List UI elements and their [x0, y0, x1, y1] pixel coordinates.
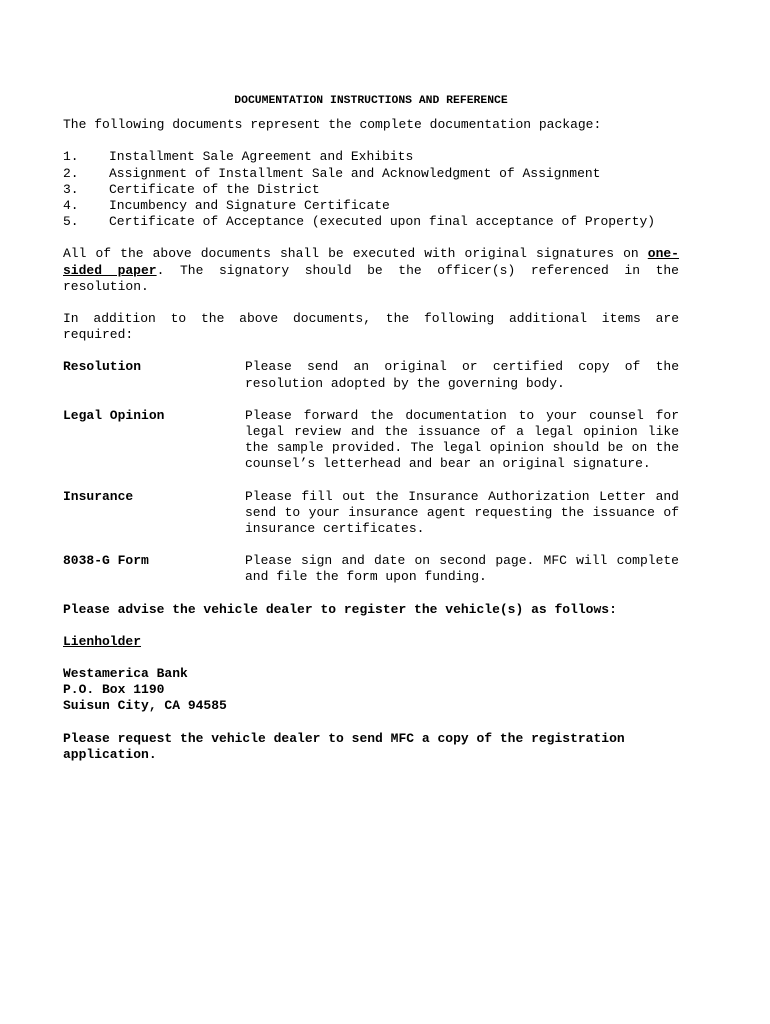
requirement-row — [63, 359, 679, 391]
spacer — [63, 343, 679, 359]
spacer — [63, 295, 679, 311]
requirement-row — [63, 408, 679, 473]
requirement-label: Resolution — [63, 359, 142, 375]
requirement-description: Please sign and date on second page. MFC will complete and file the form upon funding. — [245, 553, 679, 585]
list-item-text: Certificate of the District — [109, 181, 320, 197]
lienholder-address — [63, 666, 679, 715]
list-item — [63, 182, 679, 198]
documents-list — [63, 149, 679, 230]
signatures-text-before: All of the above documents shall be executed with original signatures on — [63, 246, 648, 262]
signatures-text-after: . The signatory should be the officer(s) referenced in the resolution. — [63, 262, 679, 294]
signatures-paragraph — [63, 246, 679, 295]
requirements-list — [63, 359, 679, 585]
document-title: DOCUMENTATION INSTRUCTIONS AND REFERENCE — [234, 95, 508, 107]
list-item-text: Incumbency and Signature Certificate — [109, 198, 390, 214]
spacer — [63, 618, 679, 634]
list-item-number: 5. — [63, 214, 79, 230]
requirement-description: Please fill out the Insurance Authorization Letter and send to your insurance agent requesting the issuance of insurance certificates. — [245, 488, 679, 537]
list-item — [63, 166, 679, 182]
list-item — [63, 198, 679, 214]
additional-items-intro: In addition to the above documents, the following additional items are required: — [63, 311, 679, 343]
requirement-description: Please send an original or certified copy of the resolution adopted by the governing body. — [245, 359, 679, 391]
list-item-number: 1. — [63, 149, 79, 165]
list-item — [63, 149, 679, 165]
advise-instruction: Please advise the vehicle dealer to register the vehicle(s) as follows: — [63, 601, 617, 617]
spacer — [63, 715, 679, 731]
lienholder-name: Westamerica Bank — [63, 666, 188, 682]
list-item-number: 4. — [63, 198, 79, 214]
requirement-row — [63, 489, 679, 538]
intro-text: The following documents represent the complete documentation package: — [63, 117, 602, 133]
requirement-row — [63, 553, 679, 585]
lienholder-heading: Lienholder — [63, 633, 142, 649]
closing-instruction: Please request the vehicle dealer to send MFC a copy of the registration application. — [63, 730, 625, 762]
spacer — [63, 133, 679, 149]
requirement-label: Legal Opinion — [63, 407, 165, 423]
lienholder-city: Suisun City, CA 94585 — [63, 698, 227, 714]
one-sided-paper-emphasis: one-sided paper — [63, 246, 679, 278]
list-item-number: 2. — [63, 165, 79, 181]
requirement-description: Please forward the documentation to your counsel for legal review and the issuance of a legal opinion like the sample provided. The legal opinion should be on the counsel’s letterhead and bear an original signature. — [245, 407, 679, 472]
list-item-text: Installment Sale Agreement and Exhibits — [109, 149, 414, 165]
requirement-label: 8038-G Form — [63, 553, 149, 569]
requirement-label: Insurance — [63, 488, 134, 504]
list-item-text: Certificate of Acceptance (executed upon final acceptance of Property) — [109, 214, 656, 230]
spacer — [63, 230, 679, 246]
spacer — [63, 650, 679, 666]
lienholder-po-box: P.O. Box 1190 — [63, 682, 165, 698]
list-item-text: Assignment of Installment Sale and Acknowledgment of Assignment — [109, 165, 601, 181]
list-item — [63, 214, 679, 230]
list-item-number: 3. — [63, 181, 79, 197]
document-page — [63, 93, 679, 763]
